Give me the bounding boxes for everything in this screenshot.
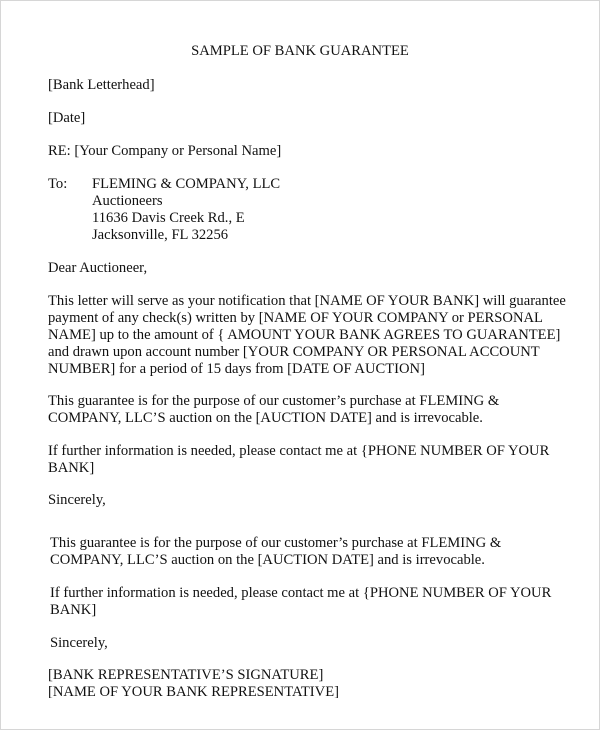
paragraph-line: and drawn upon account number [YOUR COMPANY OR PERSONAL ACCOUNT [48,344,540,360]
paragraph-line: If further information is needed, please contact me at {PHONE NUMBER OF YOUR [48,443,550,459]
letterhead: [Bank Letterhead] [48,77,155,93]
date: [Date] [48,110,86,126]
signature-line: [BANK REPRESENTATIVE’S SIGNATURE] [48,667,324,683]
paragraph-line: This guarantee is for the purpose of our customer’s purchase at FLEMING & [48,393,500,409]
paragraph-line: payment of any check(s) written by [NAME OF YOUR COMPANY or PERSONAL [48,310,543,326]
paragraph-line: NAME] up to the amount of { AMOUNT YOUR BANK AGREES TO GUARANTEE] [48,327,561,343]
to-label: To: [48,176,68,192]
address-line: 11636 Davis Creek Rd., E [92,210,245,226]
address-line: FLEMING & COMPANY, LLC [92,176,281,192]
paragraph-line: BANK] [48,460,95,476]
salutation: Dear Auctioneer, [48,260,148,276]
paragraph-line: BANK] [50,602,97,618]
paragraph-line: COMPANY, LLC’S auction on the [AUCTION DATE] and is irrevocable. [50,552,485,568]
representative-name-line: [NAME OF YOUR BANK REPRESENTATIVE] [48,684,339,698]
document-title: SAMPLE OF BANK GUARANTEE [191,43,409,59]
paragraph-line: If further information is needed, please contact me at {PHONE NUMBER OF YOUR [50,585,552,601]
re-line: RE: [Your Company or Personal Name] [48,143,282,159]
closing: Sincerely, [48,492,106,508]
paragraph-line: This guarantee is for the purpose of our customer’s purchase at FLEMING & [50,535,502,551]
closing: Sincerely, [50,635,108,651]
paragraph-line: This letter will serve as your notification that [NAME OF YOUR BANK] will guarantee [48,293,566,309]
address-line: Jacksonville, FL 32256 [92,227,229,243]
address-line: Auctioneers [92,193,163,209]
paragraph-line: NUMBER] for a period of 15 days from [DATE OF AUCTION] [48,361,425,377]
paragraph-line: COMPANY, LLC’S auction on the [AUCTION DATE] and is irrevocable. [48,410,483,426]
